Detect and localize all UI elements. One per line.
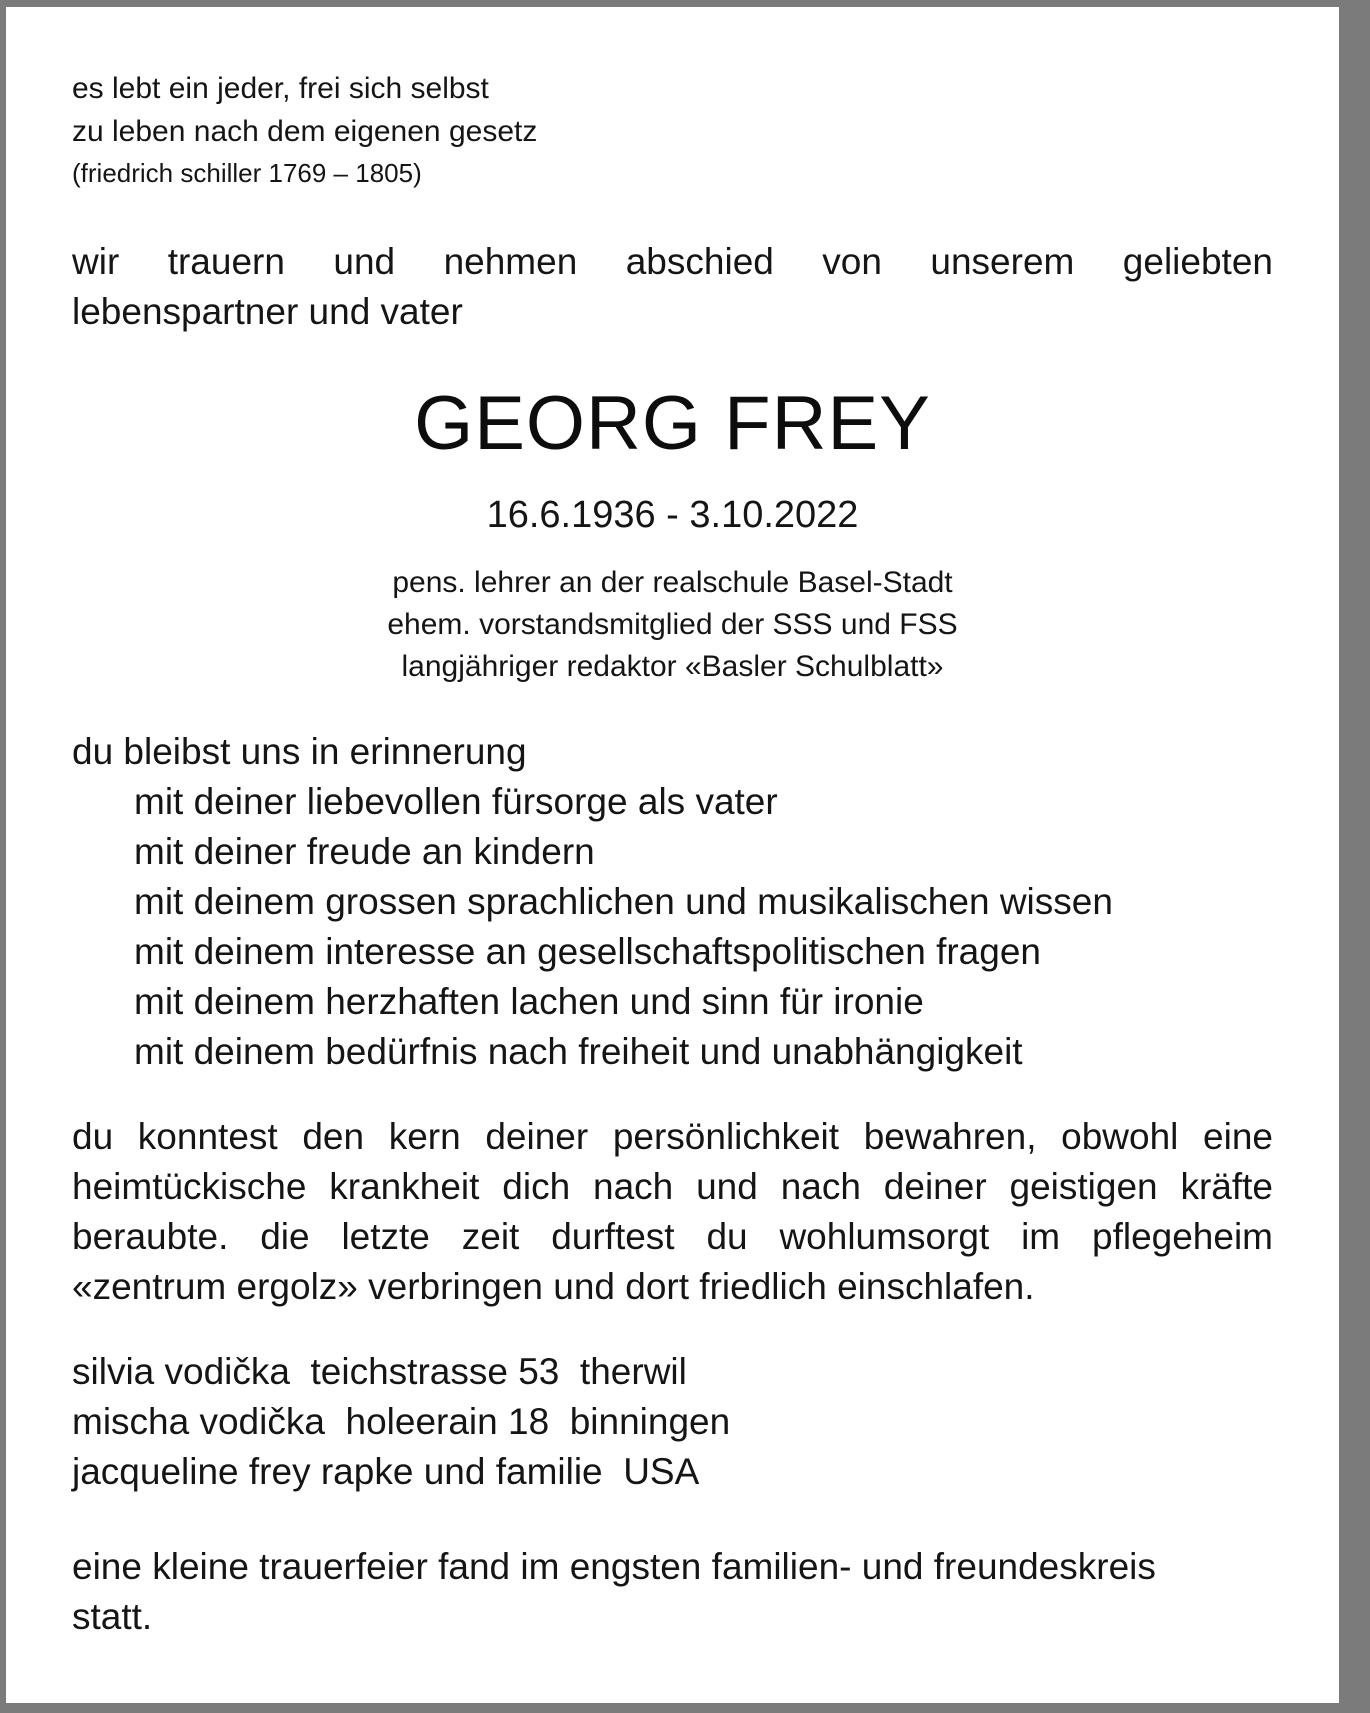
family-member: silvia vodička teichstrasse 53 therwil xyxy=(72,1351,687,1392)
tribute-paragraph xyxy=(72,1112,1273,1312)
memory-list xyxy=(72,727,1273,1077)
motto-quote xyxy=(72,67,1273,193)
memory-item: mit deiner liebevollen fürsorge als vater xyxy=(134,781,778,822)
intro-line: wir trauern und nehmen abschied von unserem geliebten xyxy=(72,241,1273,282)
memory-item: mit deinem herzhaften lachen und sinn für ironie xyxy=(134,981,924,1022)
family-member: jacqueline frey rapke und familie USA xyxy=(72,1451,700,1492)
tribute-line: heimtückische krankheit dich nach und nach deiner geistigen kräfte xyxy=(72,1166,1273,1207)
motto-line: zu leben nach dem eigenen gesetz xyxy=(72,115,538,148)
intro-text xyxy=(72,237,1273,337)
tribute-line: «zentrum ergolz» verbringen und dort friedlich einschlafen. xyxy=(72,1266,1035,1307)
deceased-roles xyxy=(72,562,1273,688)
role-line: langjähriger redaktor «Basler Schulblatt» xyxy=(401,650,944,683)
intro-line: lebenspartner und vater xyxy=(72,291,463,332)
deceased-name: GEORG FREY xyxy=(414,381,931,466)
role-line: ehem. vorstandsmitglied der SSS und FSS xyxy=(387,608,958,641)
memory-item: mit deinem grossen sprachlichen und musikalischen wissen xyxy=(134,881,1113,922)
family-list xyxy=(72,1347,1273,1497)
motto-source: (friedrich schiller 1769 – 1805) xyxy=(72,158,422,188)
memory-item: mit deinem interesse an gesellschaftspolitischen fragen xyxy=(134,931,1041,972)
memory-lead: du bleibst uns in erinnerung xyxy=(72,731,527,772)
obituary-page xyxy=(6,7,1339,1703)
life-dates: 16.6.1936 - 3.10.2022 xyxy=(486,494,859,536)
role-line: pens. lehrer an der realschule Basel-Stadt xyxy=(392,566,953,599)
tribute-line: du konntest den kern deiner persönlichkeit bewahren, obwohl eine xyxy=(72,1116,1273,1157)
ceremony-note xyxy=(72,1542,1273,1642)
memory-item: mit deinem bedürfnis nach freiheit und unabhängigkeit xyxy=(134,1031,1023,1072)
memory-item: mit deiner freude an kindern xyxy=(134,831,595,872)
ceremony-line: eine kleine trauerfeier fand im engsten familien- und freundeskreis xyxy=(72,1546,1156,1587)
family-member: mischa vodička holeerain 18 binningen xyxy=(72,1401,731,1442)
ceremony-line: statt. xyxy=(72,1596,153,1637)
motto-line: es lebt ein jeder, frei sich selbst xyxy=(72,72,489,105)
tribute-line: beraubte. die letzte zeit durftest du wohlumsorgt im pflegeheim xyxy=(72,1216,1273,1257)
